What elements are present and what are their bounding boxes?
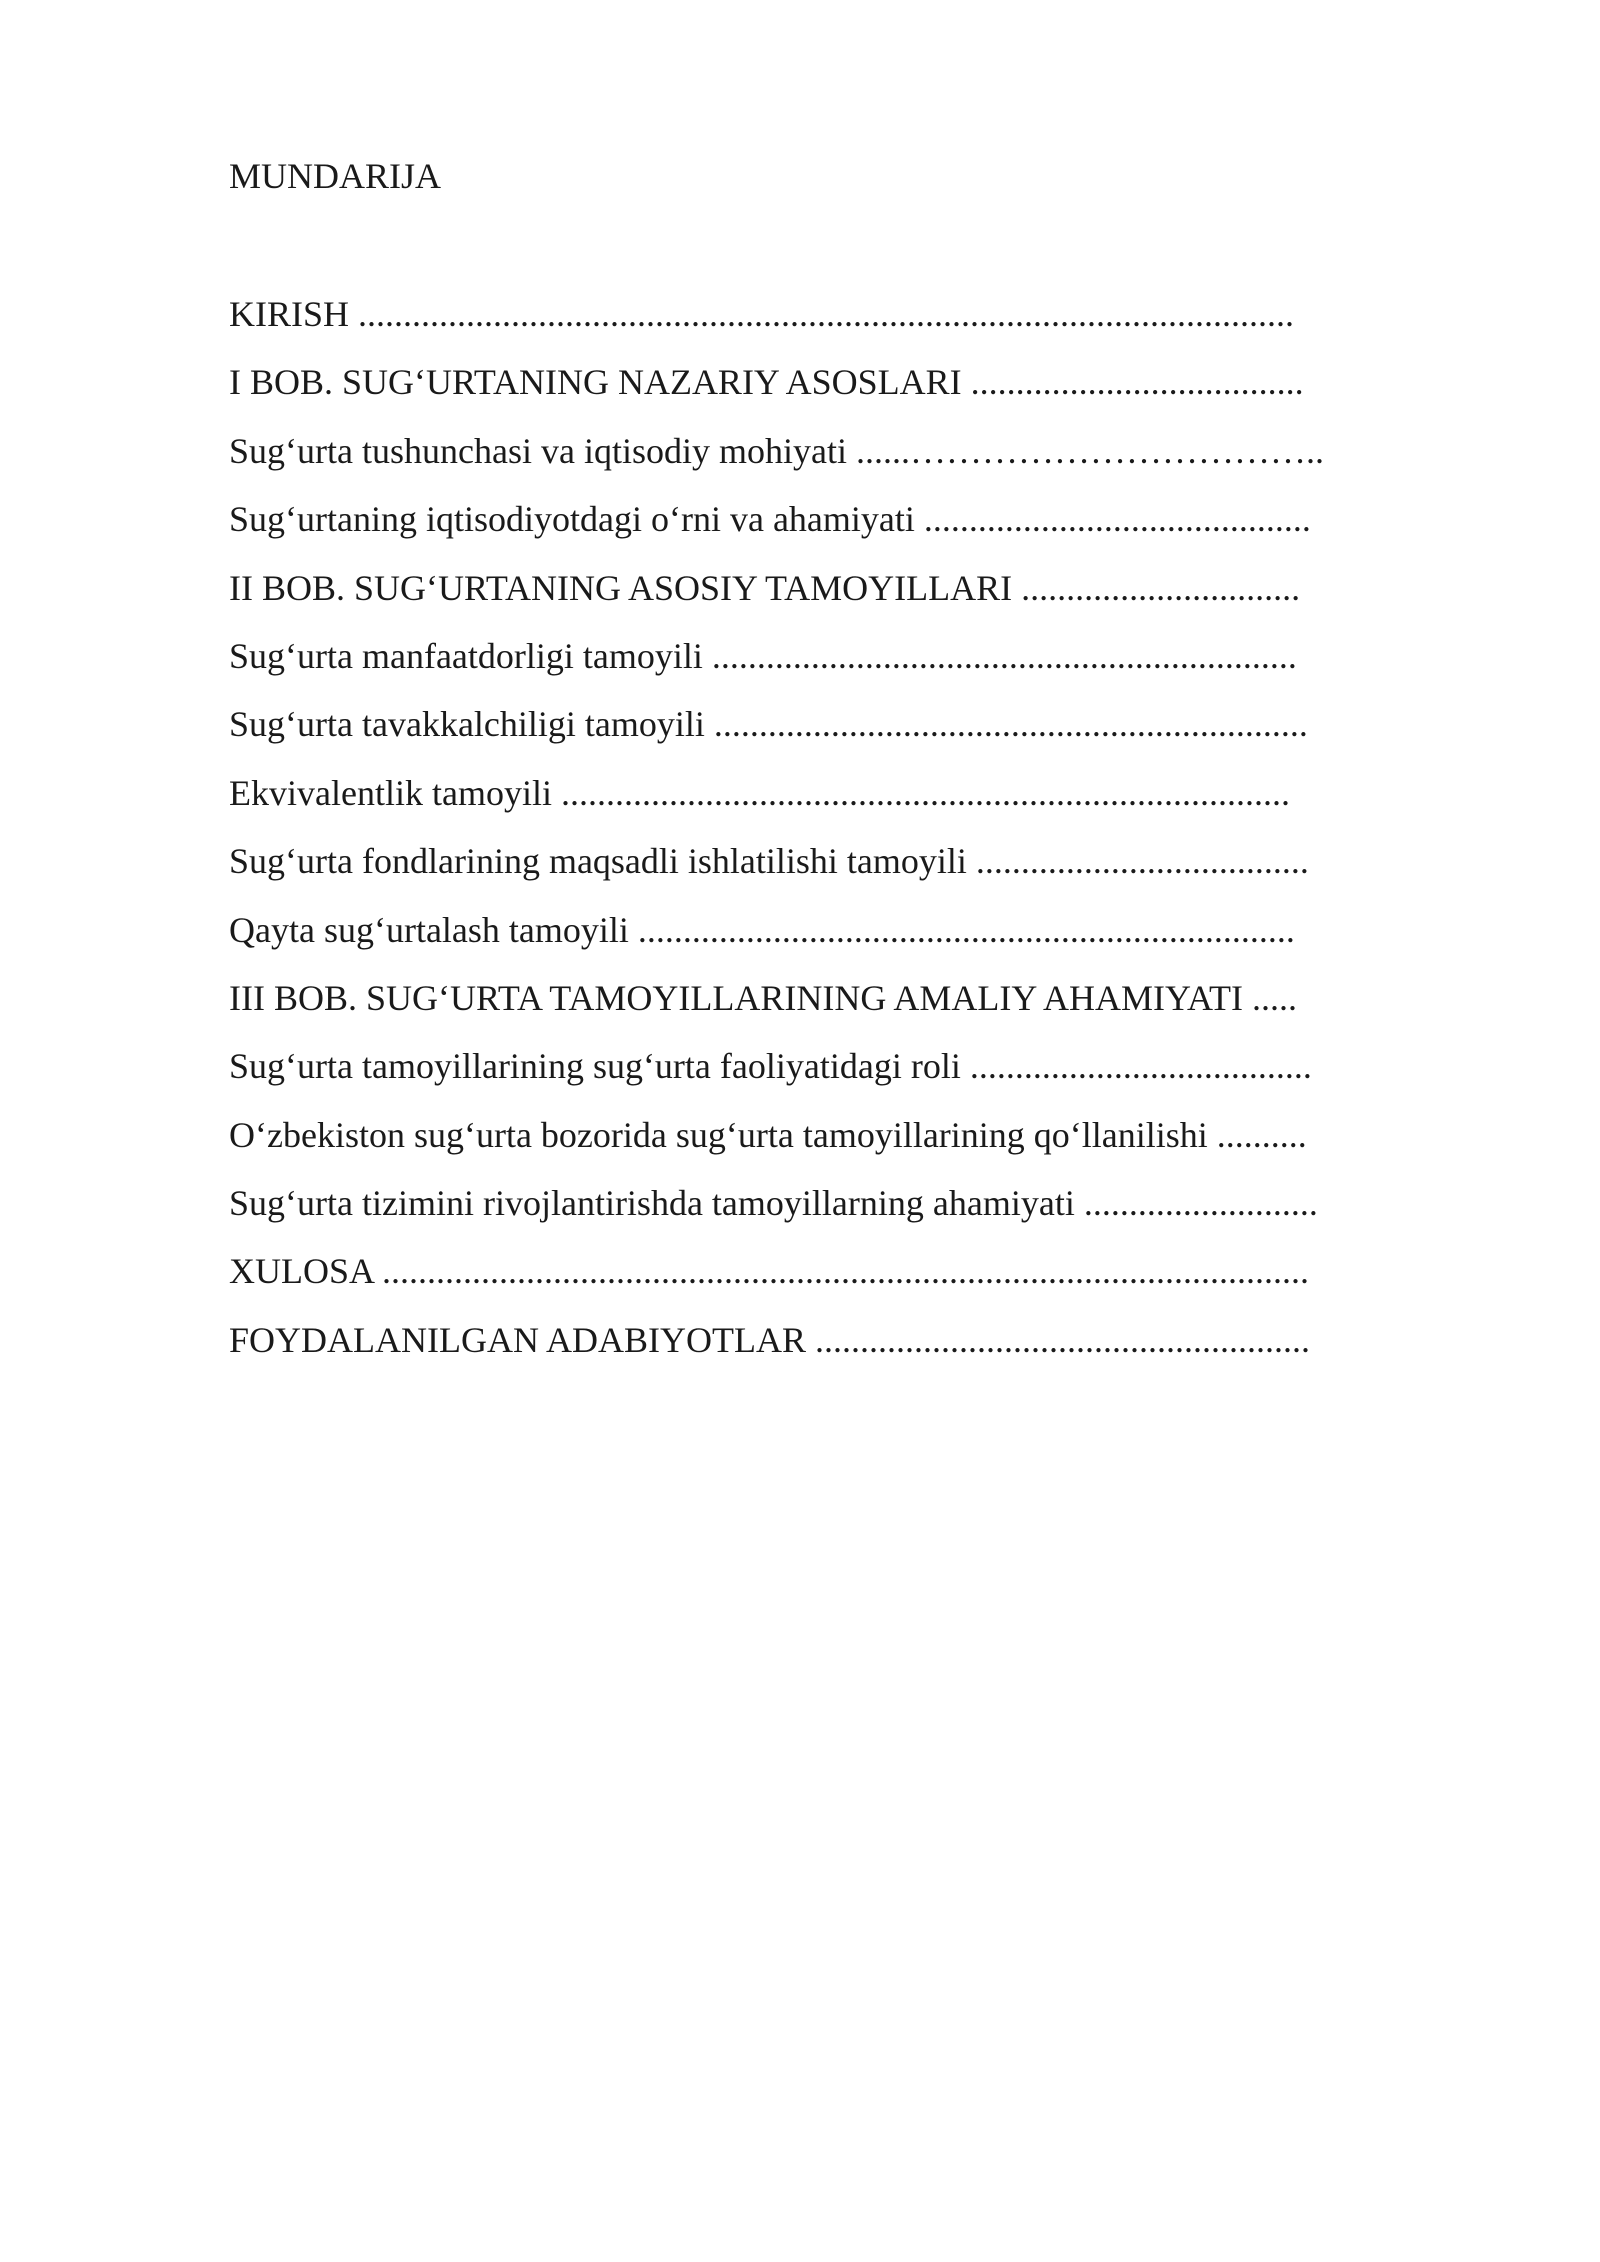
toc-entry-text: XULOSA ....................................................................................................... xyxy=(229,1251,1310,1292)
toc-entry-section-1-1 xyxy=(229,427,1379,495)
toc-entry-text: Sug‘urta tavakkalchiligi tamoyili .................................................................. xyxy=(229,704,1308,745)
toc-entry-xulosa xyxy=(229,1247,1379,1315)
toc-entry-section-2-5 xyxy=(229,906,1379,974)
toc-entry-kirish xyxy=(229,290,1379,358)
toc-entry-text: FOYDALANILGAN ADABIYOTLAR ....................................................... xyxy=(229,1319,1310,1360)
toc-entry-chapter-2 xyxy=(229,564,1379,632)
toc-entry-section-3-3 xyxy=(229,1179,1379,1247)
toc-entry-chapter-3 xyxy=(229,974,1379,1042)
page-title: MUNDARIJA xyxy=(229,156,442,196)
toc-entry-text: Ekvivalentlik tamoyili ................................................................................. xyxy=(229,772,1290,813)
toc-entry-text: Sug‘urta manfaatdorligi tamoyili ................................................................. xyxy=(229,635,1297,676)
toc-entry-references xyxy=(229,1316,1379,1384)
toc-entry-text: Sug‘urta tamoyillarining sug‘urta faoliyatidagi roli ...................................... xyxy=(229,1046,1312,1087)
toc-entry-chapter-1 xyxy=(229,358,1379,426)
toc-entry-text: I BOB. SUG‘URTANING NAZARIY ASOSLARI ..................................... xyxy=(229,362,1304,403)
toc-entry-section-2-4 xyxy=(229,837,1379,905)
toc-entry-section-2-2 xyxy=(229,700,1379,768)
table-of-contents xyxy=(229,290,1379,1384)
toc-entry-text: II BOB. SUG‘URTANING ASOSIY TAMOYILLARI ............................... xyxy=(229,567,1301,608)
toc-entry-text: III BOB. SUG‘URTA TAMOYILLARINING AMALIY AHAMIYATI ..... xyxy=(229,977,1298,1018)
toc-entry-section-3-2 xyxy=(229,1111,1379,1179)
toc-entry-text: Sug‘urta tizimini rivojlantirishda tamoyillarning ahamiyati .......................... xyxy=(229,1183,1318,1224)
toc-entry-text: Qayta sug‘urtalash tamoyili ......................................................................... xyxy=(229,909,1295,950)
toc-entry-text: Sug‘urtaning iqtisodiyotdagi o‘rni va ahamiyati ........................................... xyxy=(229,499,1311,540)
toc-entry-section-3-1 xyxy=(229,1042,1379,1110)
toc-entry-text: KIRISH ........................................................................................................ xyxy=(229,294,1295,334)
toc-entry-section-1-2 xyxy=(229,495,1379,563)
toc-entry-text: O‘zbekiston sug‘urta bozorida sug‘urta tamoyillarining qo‘llanilishi .......... xyxy=(229,1114,1307,1155)
toc-entry-text: Sug‘urta tushunchasi va iqtisodiy mohiyati ......…………………………….. xyxy=(229,430,1324,471)
toc-entry-section-2-3 xyxy=(229,769,1379,837)
toc-entry-text: Sug‘urta fondlarining maqsadli ishlatilishi tamoyili ..................................... xyxy=(229,841,1309,882)
toc-entry-section-2-1 xyxy=(229,632,1379,700)
